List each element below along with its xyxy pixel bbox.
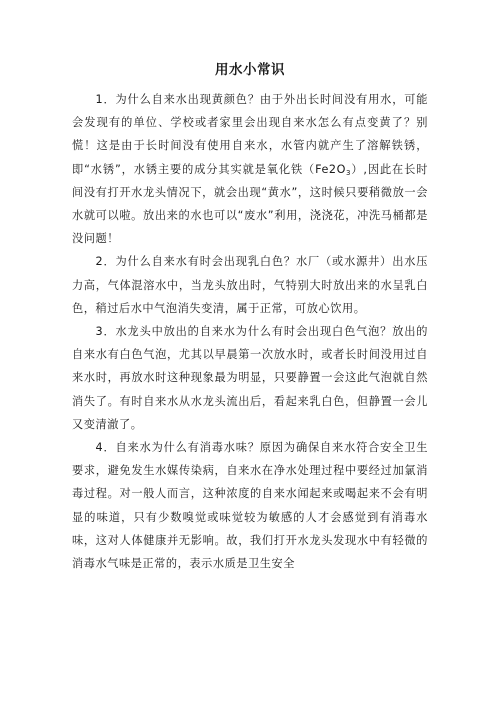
paragraph-4: 4．自来水为什么有消毒水味？原因为确保自来水符合安全卫生要求，避免发生水媒传染病，自来水在净水处理过程中要经过加氯消毒过程。对一般人而言，这种浓度的自来水闻起来或喝起来不会有明显的味道，只有少数嗅觉或味觉较为敏感的人才会感觉到有消毒水味，这对人体健康并无影响。故，我们打开水龙头发现水中有轻微的消毒水气味是正常的，表示水质是卫生安全: [72, 441, 428, 571]
paragraph-2: 2．为什么自来水有时会出现乳白色？水厂（或水源井）出水压力高，气体混溶水中，当龙头放出时，气特别大时放出来的水呈乳白色，稍过后水中气泡消失变清，属于正常，可放心饮用。: [72, 255, 428, 315]
subscript-digit: 3: [345, 168, 351, 177]
paragraph-1-text-a: 1．为什么自来水出现黄颜色？由于外出长时间没有用水，可能会发现有的单位、学校或者家里会出现自来水怎么有点变黄了？别慌！这是由于长时间没有使用自来水，水管内就产生了溶解铁锈，即“水锈”，水锈主要的成分其实就是氧化铁（Fe2O: [72, 93, 428, 176]
document-title: 用水小常识: [215, 62, 285, 78]
paragraph-1: [72, 88, 428, 250]
paragraph-3: 3．水龙头中放出的自来水为什么有时会出现白色气泡？放出的自来水有白色气泡，尤其以早晨第一次放水时，或者长时间没用过自来水时，再放水时这种现象最为明显，只要静置一会这此气泡就自然消失了。有时自来水从水龙头流出后，看起来乳白色，但静置一会儿又变清澈了。: [72, 325, 428, 431]
paragraph-1-text-b: ）,因此在长时间没有打开水龙头情况下，就会出现“黄水”，这时候只要稍微放一会水就可以啦。放出来的水也可以“废水”利用，浇浇花，冲洗马桶都是没问题！: [72, 162, 428, 246]
